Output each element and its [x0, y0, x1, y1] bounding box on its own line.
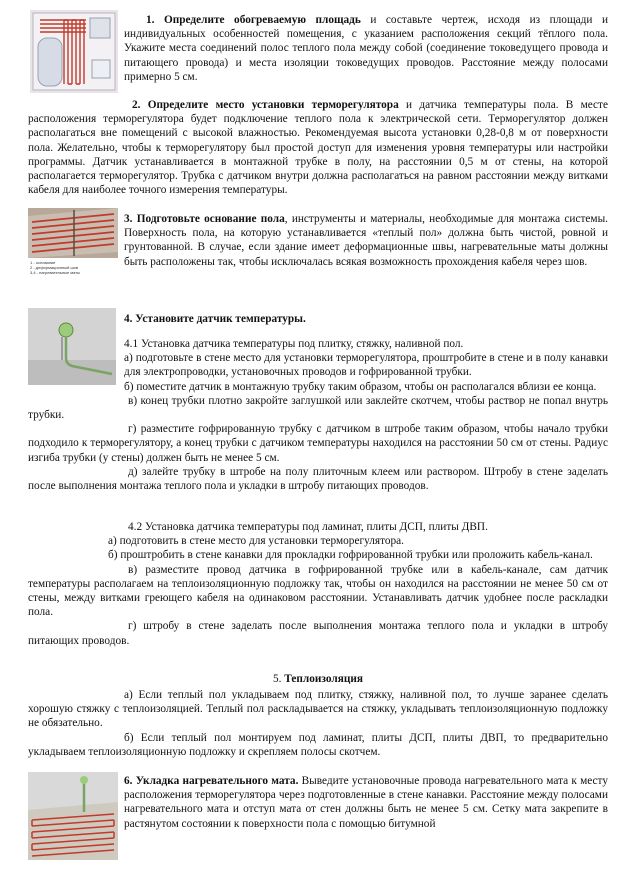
legend-item: 2 - деформационный шов — [30, 265, 78, 270]
section-4-1 — [28, 337, 608, 493]
section-5-number: 5. — [273, 673, 285, 685]
section-6-body: Выведите установочные провода нагревательного мата к месту расположения терморегулятора через подготовленные в стене канавки. Расстояние между полосами нагревательного мата и отступ мата от стен должны быть не менее 5 см. Сетку мата закрепите в растянутом состоянии к поверхности пола с помощью битумной — [124, 775, 608, 830]
heating-mat-image — [28, 772, 118, 860]
section-4-1-d: д) залейте трубку в штробе на полу плиточным клеем или раствором. Штробу в стене заделать после выполнения монтажа теплого пола и укладки в штробу питающих проводов. — [28, 465, 608, 493]
floor-base-image — [28, 208, 118, 282]
section-4-2 — [28, 520, 608, 648]
section-2-body: и датчика температуры пола. В месте расположения терморегулятора будет подключение теплого пола к электрической сети. Терморегулятор должен располагаться вне помещений с высокой влажностью. Рекомендуемая высота установки 0,28-0,8 м от поверхности пола. Желательно, чтобы к терморегулятору был простой доступ для изменения уровня температуры или настройки программы. Датчик устанавливается в монтажной трубке в полу, на расстоянии 0,5 м от стены, на которой располагается терморегулятор. Трубка с датчиком внутри должна располагаться на равном расстоянии между витками кабеля для наиболее точного измерения температуры. — [28, 99, 608, 197]
section-4-heading — [124, 312, 608, 326]
section-5-title: Теплоизоляция — [284, 673, 363, 685]
floor-plan-image — [30, 10, 118, 93]
section-4-1-g: г) разместите гофрированную трубку с датчиком в штробе таким образом, чтобы начало трубки подходило к терморегулятору, а конец трубки с датчиком температуры находился на расстоянии 50 см от стены. Радиус изгиба трубки (у стены) должен быть не менее 5 см. — [28, 423, 608, 464]
section-5-heading — [28, 672, 608, 686]
section-2-title: 2. Определите место установки терморегулятора — [132, 99, 399, 111]
section-3-text — [124, 212, 608, 269]
legend-item: 1 - основание — [30, 260, 56, 265]
section-1-title: 1. Определите обогреваемую площадь — [146, 14, 361, 26]
section-5-body — [28, 688, 608, 759]
section-4-1-title: 4.1 Установка датчика температуры под плитку, стяжку, наливной пол. — [124, 338, 464, 350]
section-6-text — [124, 774, 608, 831]
section-4-2-a: а) подготовить в стене место для установки терморегулятора. — [108, 535, 404, 548]
section-1-text — [124, 13, 608, 84]
section-4-1-v: в) конец трубки плотно закройте заглушкой или заклейте скотчем, чтобы раствор не попал внутрь трубки. — [28, 394, 608, 422]
section-2-text — [28, 98, 608, 197]
section-5-a: а) Если теплый пол укладываем под плитку, стяжку, наливной пол, то лучше заранее сделать хорошую стяжку с теплоизоляцией. Теплый пол раскладывается на стяжку, укладывать теплоизоляционную подложку не обязательно. — [28, 689, 608, 730]
section-4-2-g: г) штробу в стене заделать после выполнения монтажа теплого пола и укладки в штробу питающих проводов. — [28, 620, 608, 647]
section-4-title: 4. Установите датчик температуры. — [124, 313, 306, 325]
section-4-1-b: б) поместите датчик в монтажную трубку таким образом, чтобы он располагался вблизи ее конца. — [124, 380, 597, 393]
section-1-body: и составьте чертеж, исходя из площади и индивидуальных особенностей помещения, с указанием расположения секций тёплого пола. Укажите места соединений полос теплого пола между собой (соединение токоведущего провода и питающего провода) и места изоляции токоведущих проводов. Расстояние между полосами примерно 5 см. — [124, 14, 608, 83]
section-5-b: б) Если теплый пол монтируем под ламинат, плиты ДСП, плиты ДВП, то предварительно укладываем теплоизоляционную подложку и скрепляем полосы скотчем. — [28, 731, 608, 758]
legend-item: 3,4 - нагревательные маты — [30, 270, 80, 275]
section-4-2-title: 4.2 Установка датчика температуры под ламинат, плиты ДСП, плиты ДВП. — [128, 521, 488, 533]
section-3-title: 3. Подготовьте основание пола — [124, 213, 285, 225]
section-3-body: , инструменты и материалы, необходимые для монтажа системы. Поверхность пола, на которую устанавливается «теплый пол» должна быть чистой, ровной и грунтованной. В случае, если здание имеет деформационные швы, нагревательные маты должны быть расположены так, чтобы исключалась всякая возможность прохождения кабеля через шов. — [124, 213, 608, 268]
section-4-2-b: б) проштробить в стене канавки для прокладки гофрированной трубки или проложить кабель-канал. — [108, 549, 593, 562]
section-4-2-v: в) разместите провод датчика в гофрированной трубке или в кабель-канале, сам датчик температуры располагаем на теплоизоляционную подложку так, чтобы он находился на расстоянии не менее 50 см от стены, между витками греющего кабеля на одинаковом расстоянии. Устанавливать датчик удобнее после раскладки пола. — [28, 563, 608, 619]
section-6-title: 6. Укладка нагревательного мата. — [124, 775, 299, 787]
section-4-1-a: а) подготовьте в стене место для установки терморегулятора, проштробите в стене и в полу канавки для электропроводки, установочных проводов и гофрированной трубки. — [124, 352, 608, 379]
